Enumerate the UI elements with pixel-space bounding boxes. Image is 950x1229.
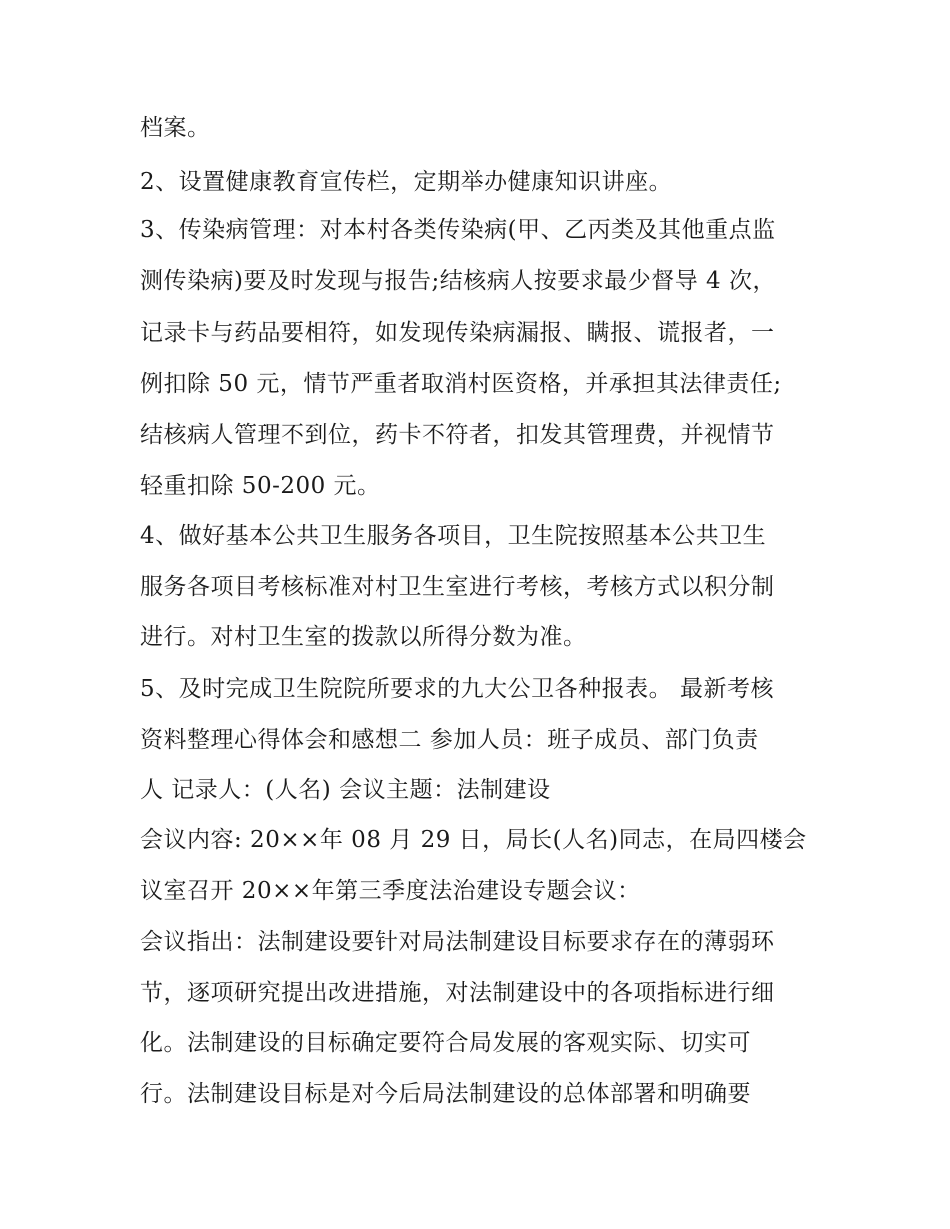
text-line: 化。法制建设的目标确定要符合局发展的客观实际、切实可 [140,1030,751,1056]
text-line: 档案。 [140,115,211,141]
text-line: 服务各项目考核标准对村卫生室进行考核，考核方式以积分制 [140,574,775,600]
text-line: 节，逐项研究提出改进措施，对法制建设中的各项指标进行细 [140,980,775,1006]
text-line: 测传染病)要及时发现与报告;结核病人按要求最少督导 4 次， [140,268,776,294]
text-line: 行。法制建设目标是对今后局法制建设的总体部署和明确要 [140,1081,751,1107]
text-line: 会议内容: 20××年 08 月 29 日，局长(人名)同志，在局四楼会 [140,827,807,853]
text-line: 议室召开 20××年第三季度法治建设专题会议： [140,878,641,904]
text-line: 会议指出：法制建设要针对局法制建设目标要求存在的薄弱环 [140,929,775,955]
text-line: 4、做好基本公共卫生服务各项目，卫生院按照基本公共卫生 [140,523,767,549]
text-line: 人 记录人：(人名) 会议主题：法制建设 [140,777,551,803]
text-line: 记录卡与药品要相符，如发现传染病漏报、瞒报、谎报者，一 [140,320,775,346]
text-line: 5、及时完成卫生院院所要求的九大公卫各种报表。 最新考核 [140,676,774,702]
text-line: 进行。对村卫生室的拨款以所得分数为准。 [140,624,587,650]
text-line: 资料整理心得体会和感想二 参加人员：班子成员、部门负责 [140,727,759,753]
text-line: 2、设置健康教育宣传栏，定期举办健康知识讲座。 [140,169,673,195]
text-line: 例扣除 50 元，情节严重者取消村医资格，并承担其法律责任; [140,371,782,397]
text-line: 结核病人管理不到位，药卡不符者，扣发其管理费，并视情节 [140,422,775,448]
text-line: 3、传染病管理：对本村各类传染病(甲、乙丙类及其他重点监 [140,217,776,243]
text-line: 轻重扣除 50-200 元。 [140,473,381,499]
